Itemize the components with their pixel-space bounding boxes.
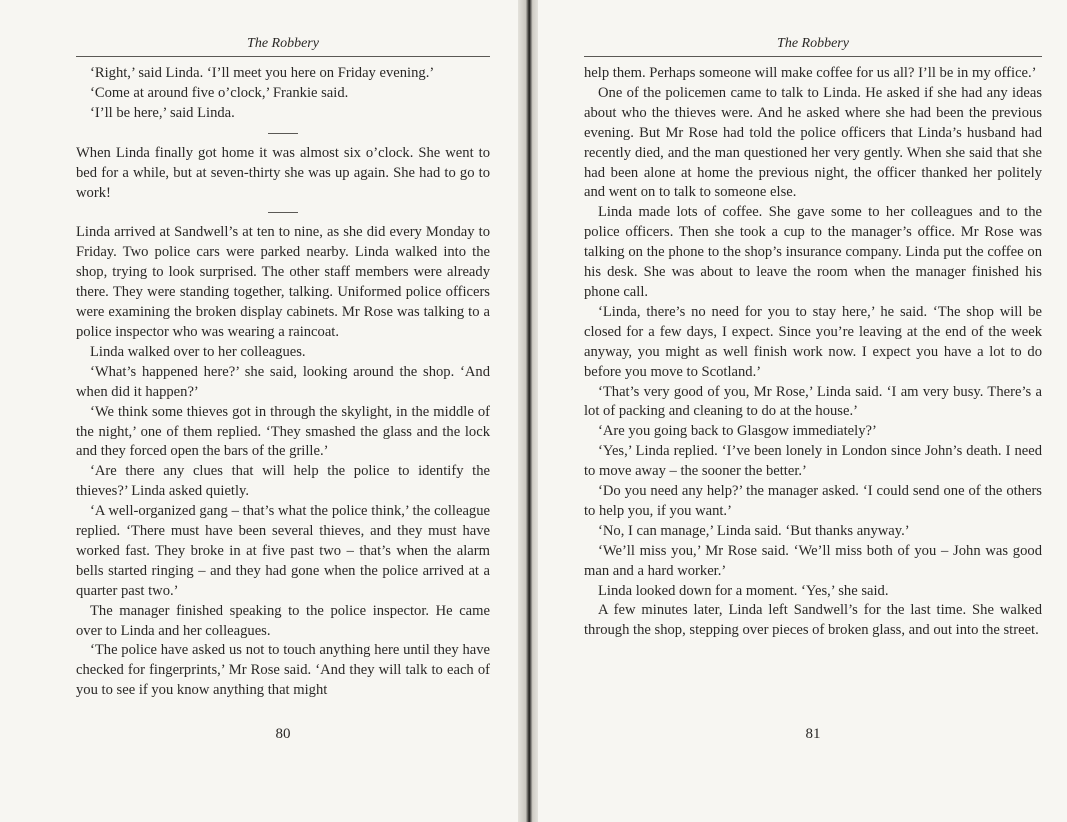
page-number-left: 80 [275, 726, 291, 742]
book-gutter [518, 0, 540, 822]
paragraph: The manager finished speaking to the police inspector. He came over to Linda and her colleagues. [76, 602, 490, 639]
paragraph: ‘Yes,’ Linda replied. ‘I’ve been lonely in London since John’s death. I need to move away – the sooner the better.’ [584, 443, 1042, 480]
running-head-left: The Robbery [247, 36, 319, 51]
paragraph: Linda made lots of coffee. She gave some to her colleagues and to the police officers. Then she took a cup to the manager’s office. Mr Rose was talking on the phone to the shop’s insurance company. Linda put the coffee on his desk. She was about to leave the room when the manager finished his phone call. [584, 204, 1042, 300]
paragraph: ‘No, I can manage,’ Linda said. ‘But thanks anyway.’ [598, 522, 910, 539]
section-break [76, 124, 490, 144]
paragraph: Linda looked down for a moment. ‘Yes,’ she said. [598, 582, 889, 599]
body-text-left [76, 64, 490, 701]
paragraph: ‘Are you going back to Glasgow immediately?’ [598, 423, 877, 440]
paragraph: ‘Do you need any help?’ the manager asked. ‘I could send one of the others to help you, if you want.’ [584, 483, 1042, 519]
left-page [0, 0, 522, 822]
header-rule-right [584, 56, 1042, 57]
running-head-right: The Robbery [777, 36, 849, 51]
paragraph: ‘That’s very good of you, Mr Rose,’ Linda said. ‘I am very busy. There’s a lot of packing and cleaning to do at the house.’ [584, 383, 1042, 420]
paragraph: Linda walked over to her colleagues. [90, 343, 306, 360]
paragraph: ‘We’ll miss you,’ Mr Rose said. ‘We’ll miss both of you – John was good man and a hard worker.’ [584, 542, 1042, 579]
header-rule-left [76, 56, 490, 57]
paragraph: ‘I’ll be here,’ said Linda. [90, 104, 235, 121]
section-break [76, 203, 490, 223]
paragraph: ‘Linda, there’s no need for you to stay here,’ he said. ‘The shop will be closed for a few days, I expect. Since you’re leaving at the end of the week anyway, you might as well finish work now. I expect you have a lot to do before you move to Scotland.’ [584, 303, 1042, 380]
paragraph: help them. Perhaps someone will make coffee for us all? I’ll be in my office.’ [584, 65, 1037, 81]
right-page [538, 0, 1067, 822]
paragraph: ‘Come at around five o’clock,’ Frankie said. [90, 84, 349, 101]
paragraph: One of the policemen came to talk to Linda. He asked if she had any ideas about who the thieves were. And he asked where she had been the previous evening. But Mr Rose had told the police officers that Linda’s husband had recently died, and the man questioned her very gently. When she said that she had been alone at home the previous night, the officer thanked her politely and went on to talk to someone else. [584, 84, 1042, 201]
paragraph: ‘Right,’ said Linda. ‘I’ll meet you here on Friday evening.’ [90, 65, 435, 81]
paragraph: A few minutes later, Linda left Sandwell’s for the last time. She walked through the shop, stepping over pieces of broken glass, and out into the street. [584, 602, 1042, 639]
paragraph: ‘Are there any clues that will help the police to identify the thieves?’ Linda asked quietly. [76, 463, 490, 500]
paragraph: ‘The police have asked us not to touch anything here until they have checked for fingerprints,’ Mr Rose said. ‘And they will talk to each of you to see if you know anything that might [76, 642, 490, 699]
paragraph: Linda arrived at Sandwell’s at ten to nine, as she did every Monday to Friday. Two police cars were parked nearby. Linda walked into the shop, trying to look surprised. The other staff members were already there. They were standing together, talking. Uniformed police officers were examining the broken display cabinets. Mr Rose was talking to a police inspector who was wearing a raincoat. [76, 224, 490, 340]
page-number-right: 81 [805, 726, 821, 742]
paragraph: When Linda finally got home it was almost six o’clock. She went to bed for a while, but at seven-thirty she was up again. She had to go to work! [76, 144, 490, 201]
paragraph: ‘A well-organized gang – that’s what the police think,’ the colleague replied. ‘There must have been several thieves, and they must have worked fast. They broke in at five past two – that’s when the alarm bells started ringing – and they had gone when the police arrived at a quarter past two.’ [76, 503, 490, 599]
body-text-right [584, 64, 1042, 641]
paragraph: ‘We think some thieves got in through the skylight, in the middle of the night,’ one of them replied. ‘They smashed the glass and the lock and they forced open the bars of the grille.’ [76, 403, 490, 460]
paragraph: ‘What’s happened here?’ she said, looking around the shop. ‘And when did it happen?’ [76, 363, 490, 400]
